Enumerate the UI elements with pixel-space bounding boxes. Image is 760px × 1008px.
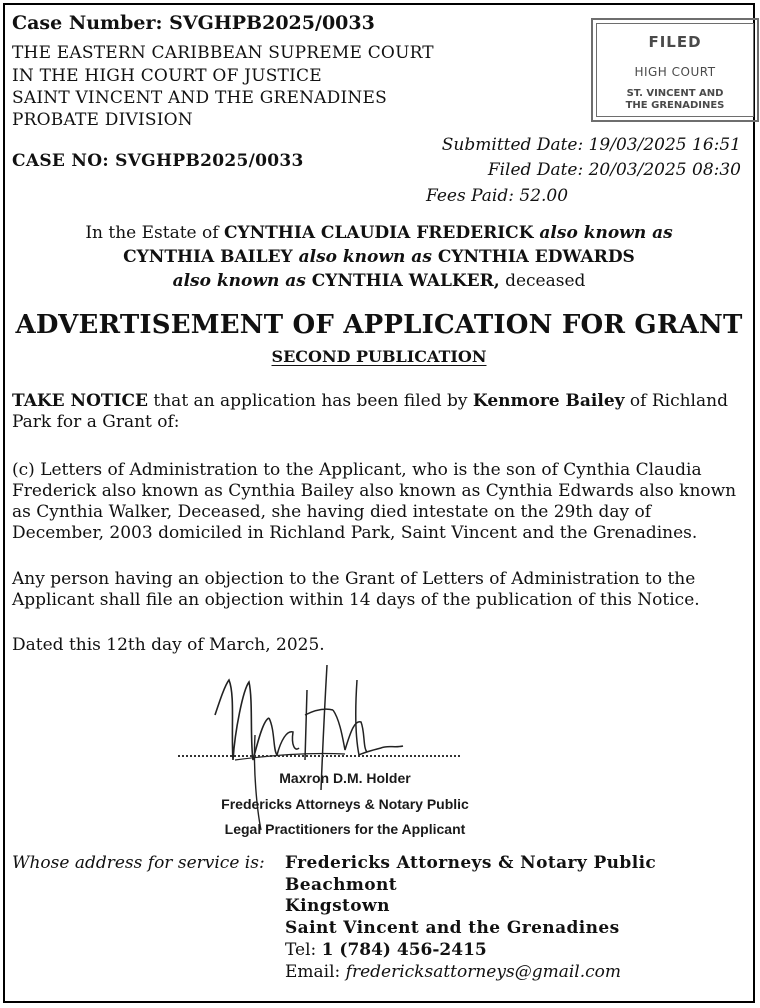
objection-paragraph: Any person having an objection to the Grant of Letters of Administration to the Applicant shall file an objection within 14 days of the publication of this Notice.	[12, 569, 700, 610]
estate-suffix: deceased	[499, 271, 586, 291]
estate-name-3: CYNTHIA EDWARDS	[437, 247, 635, 267]
estate-name-1: CYNTHIA CLAUDIA FREDERICK	[223, 223, 534, 243]
address-email	[285, 962, 621, 982]
estate-aka-1: also known as	[533, 223, 673, 243]
dated-line: Dated this 12th day of March, 2025.	[12, 635, 325, 655]
signatory-name: Maxron D.M. Holder	[279, 770, 411, 786]
address-line-1: Fredericks Attorneys & Notary Public	[285, 853, 657, 873]
estate-name-2: CYNTHIA BAILEY	[123, 247, 293, 267]
grant-paragraph: (c) Letters of Administration to the Applicant, who is the son of Cynthia Claudia Frederick also known as Cynthia Bailey also known as Cynthia Edwards also known as Cynthia Walker, Deceased, she having died intestate on the 29th day of December, 2003 domiciled in Richland Park, Saint Vincent and the Grenadines.	[12, 460, 737, 543]
court-line-2: IN THE HIGH COURT OF JUSTICE	[12, 66, 322, 86]
address-line-4: Saint Vincent and the Grenadines	[285, 918, 620, 938]
take-notice-text-2: of Richland Park for a Grant of:	[12, 391, 728, 432]
stamp-jurisdiction-line-2: THE GRENADINES	[625, 100, 725, 111]
document-title: ADVERTISEMENT OF APPLICATION FOR GRANT	[15, 310, 743, 340]
address-tel	[285, 940, 487, 960]
estate-aka-2: also known as	[292, 247, 438, 267]
filed-date: Filed Date: 20/03/2025 08:30	[487, 160, 741, 180]
signatory-firm: Fredericks Attorneys & Notary Public	[221, 796, 469, 812]
take-notice-text-1: that an application has been filed by	[148, 391, 473, 411]
stamp-jurisdiction	[593, 88, 757, 112]
applicant-name: Kenmore Bailey	[472, 391, 625, 411]
address-line-3: Kingstown	[285, 896, 390, 916]
estate-name-4: CYNTHIA WALKER,	[305, 271, 500, 291]
advertisement-document	[3, 3, 755, 1003]
stamp-filed: FILED	[648, 33, 702, 51]
stamp-high-court: HIGH COURT	[634, 65, 716, 79]
email-address: fredericksattorneys@gmail.com	[345, 962, 621, 982]
court-line-3: SAINT VINCENT AND THE GRENADINES	[12, 88, 387, 108]
filed-stamp	[591, 18, 759, 122]
email-label: Email:	[285, 962, 346, 982]
document-subtitle	[5, 347, 753, 366]
estate-aka-3: also known as	[172, 271, 306, 291]
address-label: Whose address for service is:	[12, 853, 265, 873]
take-notice-lead: TAKE NOTICE	[12, 391, 148, 411]
take-notice-paragraph	[12, 391, 742, 433]
tel-label: Tel:	[285, 940, 322, 960]
signatory-role: Legal Practitioners for the Applicant	[224, 821, 466, 837]
estate-prefix: In the Estate of	[85, 223, 224, 243]
case-no: CASE NO: SVGHPB2025/0033	[12, 151, 304, 171]
court-line-1: THE EASTERN CARIBBEAN SUPREME COURT	[12, 43, 434, 63]
case-number-top: Case Number: SVGHPB2025/0033	[12, 12, 375, 34]
signature-line	[178, 755, 460, 757]
tel-number: 1 (784) 456-2415	[321, 940, 487, 960]
submitted-date: Submitted Date: 19/03/2025 16:51	[441, 135, 741, 155]
court-line-4: PROBATE DIVISION	[12, 110, 193, 130]
address-line-2: Beachmont	[285, 875, 398, 895]
fees-paid: Fees Paid: 52.00	[426, 186, 569, 206]
estate-heading	[5, 221, 753, 293]
subtitle-text: SECOND PUBLICATION	[271, 347, 487, 366]
stamp-jurisdiction-line-1: ST. VINCENT AND	[626, 88, 724, 99]
